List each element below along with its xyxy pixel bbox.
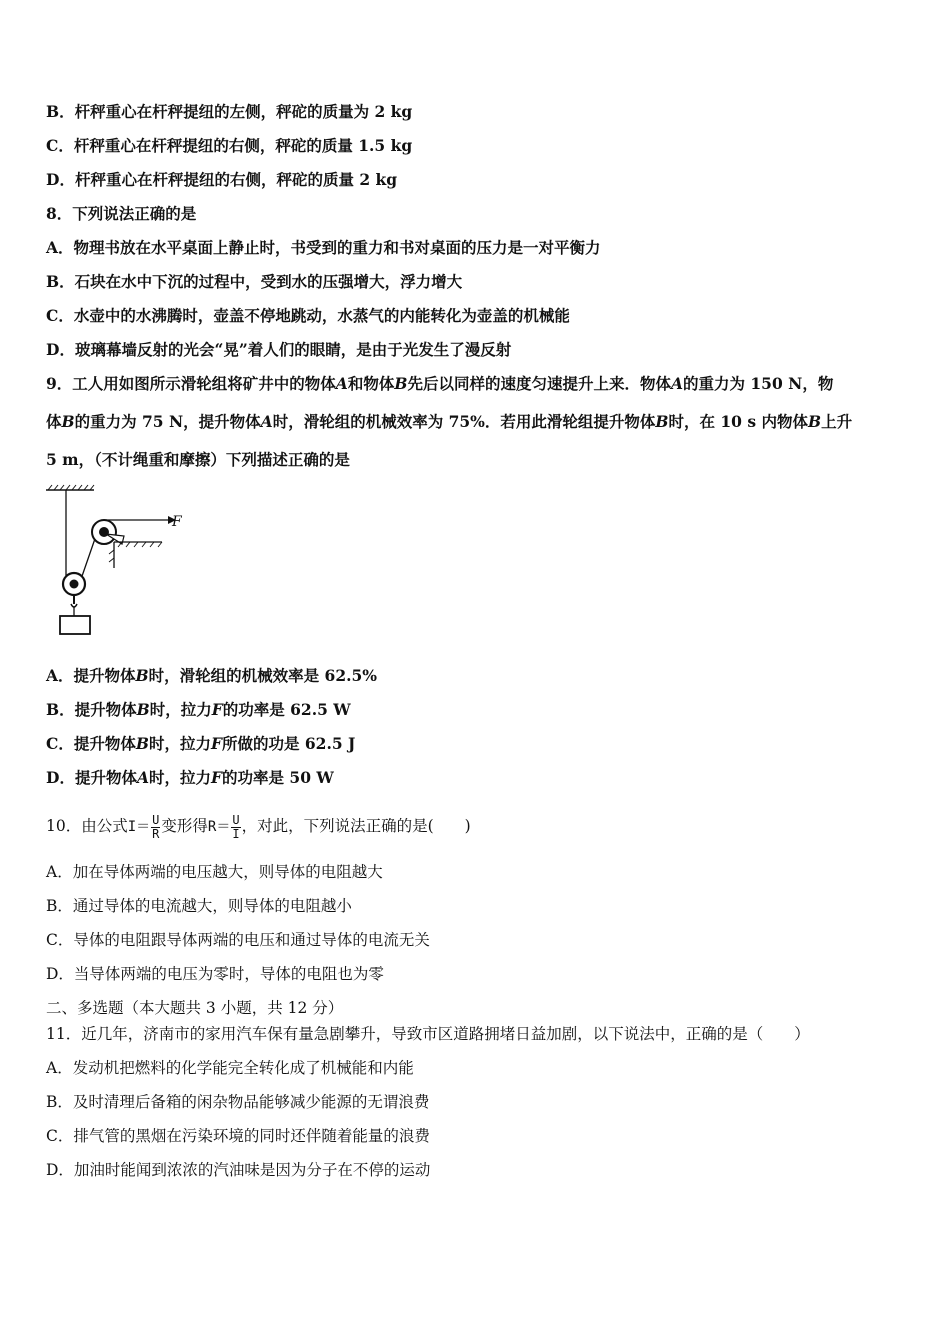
q9-option-d: D．提升物体A时，拉力F的功率是 50 W	[46, 768, 334, 787]
q9-stem-line1: 9．工人用如图所示滑轮组将矿井中的物体A和物体B先后以同样的速度匀速提升上来．物体A的重力为 150 N，物	[46, 374, 834, 393]
force-label-f: F	[172, 514, 182, 530]
q8-option-c: C．水壶中的水沸腾时，壶盖不停地跳动，水蒸气的内能转化为壶盖的机械能	[46, 306, 570, 325]
q11-option-c: C．排气管的黑烟在污染环境的同时还伴随着能量的浪费	[46, 1127, 430, 1145]
q7-option-b: B．杆秤重心在杆秤提纽的左侧，秤砣的质量为 2 kg	[46, 102, 413, 121]
section-heading: 二、多选题（本大题共 3 小题，共 12 分）	[46, 999, 344, 1017]
formula-fraction: $\frac{U}{I}$	[232, 812, 240, 841]
q9-option-a: A．提升物体B时，滑轮组的机械效率是 62.5%	[46, 666, 378, 685]
pulley-diagram	[44, 484, 204, 644]
q8-stem: 8．下列说法正确的是	[46, 204, 197, 223]
q8-option-a: A．物理书放在水平桌面上静止时，书受到的重力和书对桌面的压力是一对平衡力	[46, 238, 601, 257]
q10-option-b: B．通过导体的电流越大，则导体的电阻越小	[46, 897, 352, 915]
q10-option-c: C．导体的电阻跟导体两端的电压和通过导体的电流无关	[46, 931, 430, 949]
q11-option-d: D．加油时能闻到浓浓的汽油味是因为分子在不停的运动	[46, 1161, 431, 1179]
q9-option-b: B．提升物体B时，拉力F的功率是 62.5 W	[46, 700, 351, 719]
q7-option-c: C．杆秤重心在杆秤提纽的右侧，秤砣的质量 1.5 kg	[46, 136, 413, 155]
q9-option-c: C．提升物体B时，拉力F所做的功是 62.5 J	[46, 734, 356, 753]
q8-option-b: B．石块在水中下沉的过程中，受到水的压强增大，浮力增大	[46, 272, 463, 291]
q11-option-a: A．发动机把燃料的化学能完全转化成了机械能和内能	[46, 1059, 414, 1077]
load-box	[60, 616, 90, 634]
q10-option-d: D．当导体两端的电压为零时，导体的电阻也为零	[46, 965, 384, 983]
q11-stem: 11．近几年，济南市的家用汽车保有量急剧攀升，导致市区道路拥堵日益加剧，以下说法中，正确的是（ ）	[46, 1025, 810, 1043]
q9-stem-line2: 体B的重力为 75 N，提升物体A时，滑轮组的机械效率为 75%．若用此滑轮组提升物体B时，在 10 s 内物体B上升	[46, 412, 853, 431]
q10-option-a: A．加在导体两端的电压越大，则导体的电阻越大	[46, 863, 383, 881]
q8-option-d: D．玻璃幕墙反射的光会“晃”着人们的眼睛，是由于光发生了漫反射	[46, 340, 512, 359]
q11-option-b: B．及时清理后备箱的闲杂物品能够减少能源的无谓浪费	[46, 1093, 430, 1111]
q10-stem: 10．由公式I＝ $\frac{U}{R}$ 变形得R＝ $\frac{U}{I}$ ，对此，下列说法正确的是( )	[46, 812, 471, 841]
q7-option-d: D．杆秤重心在杆秤提纽的右侧，秤砣的质量 2 kg	[46, 170, 398, 189]
q9-stem-line3: 5 m，（不计绳重和摩擦）下列描述正确的是	[46, 450, 350, 469]
formula-fraction: $\frac{U}{R}$	[152, 812, 160, 841]
